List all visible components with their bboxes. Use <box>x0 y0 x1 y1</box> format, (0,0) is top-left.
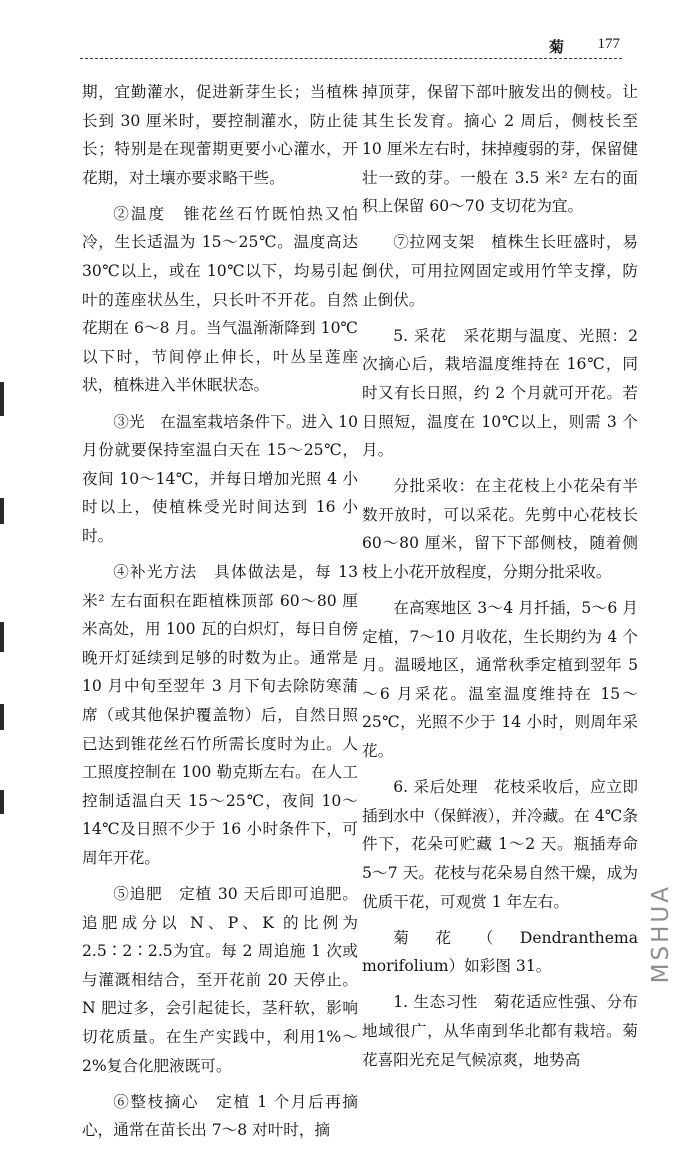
running-title: 菊 <box>548 38 564 56</box>
binding-gutter-mark <box>0 622 4 652</box>
paragraph: ⑤追肥 定植 30 天后即可追肥。追肥成分以 N、P、K 的比例为2.5∶2∶2.5为宜。每 2 周追施 1 次或与灌溉相结合，至开花前 20 天停止。N 肥过多，会引起徒长，茎秆软，影响切花质量。在生产实践中，利用1%～2%复合化肥液既可。 <box>82 885 358 1075</box>
paragraph: ⑦拉网支架 植株生长旺盛时，易倒伏，可用拉网固定或用竹竿支撑，防止倒伏。 <box>362 233 638 309</box>
paragraph: 分批采收：在主花枝上小花朵有半数开放时，可以采花。先剪中心花枝长 60～80 厘米，留下下部侧枝，随着侧枝上小花开放程度，分期分批采收。 <box>362 477 638 581</box>
paragraph: 在高寒地区 3～4 月扦插，5～6 月定植，7～10 月收花，生长期约为 4 个月。温暖地区，通常秋季定植到翌年 5～6 月采花。温室温度维持在 15～25℃，光照不少于 14 小时，则周年采花。 <box>362 599 638 761</box>
paragraph: 1. 生态习性 菊花适应性强、分布地域很广，从华南到华北都有栽培。菊花喜阳光充足气候凉爽，地势高 <box>362 993 638 1069</box>
paragraph: ③光 在温室栽培条件下。进入 10 月份就要保持室温白天在 15～25℃，夜间 10～14℃，并每日增加光照 4 小时以上，使植株受光时间达到 16 小时。 <box>82 412 358 545</box>
page-number: 177 <box>597 36 620 52</box>
running-header <box>80 36 622 60</box>
binding-gutter-mark <box>0 498 4 524</box>
binding-gutter-mark <box>0 790 4 814</box>
paragraph: 5. 采花 采花期与温度、光照：2 次摘心后，栽培温度维持在 16℃，同时又有长日照，约 2 个月就可开花。若日照短，温度在 10℃以上，则需 3 个月。 <box>362 326 638 460</box>
paragraph: 6. 采后处理 花枝采收后，应立即插到水中（保鲜液），并冷藏。在 4℃条件下，花朵可贮藏 1～2 天。瓶插寿命 5～7 天。花枝与花朵易自然干燥，成为优质干花，可观赏 1 年左右。 <box>362 778 638 911</box>
watermark: MSHUA <box>648 883 674 983</box>
right-column <box>362 78 638 1082</box>
paragraph: 菊花（Dendranthema morifolium）如彩图 31。 <box>362 928 638 976</box>
paragraph: 期，宜勤灌水，促进新芽生长；当植株长到 30 厘米时，要控制灌水，防止徒长；特别是在现蕾期更要小心灌水，开花期，对土壤亦要求略干些。 <box>82 83 358 187</box>
binding-gutter-mark <box>0 382 4 416</box>
paragraph: ⑥整枝摘心 定植 1 个月后再摘心，通常在苗长出 7～8 对叶时，摘 <box>82 1092 358 1140</box>
header-rule <box>80 58 622 59</box>
binding-gutter-mark <box>0 704 4 730</box>
paragraph: 掉顶芽，保留下部叶腋发出的侧枝。让其生长发育。摘心 2 周后，侧枝长至 10 厘米左右时，抹掉瘦弱的芽，保留健壮一致的芽。一般在 3.5 米² 左右的面积上保留 60～70 支切花为宜。 <box>362 83 638 216</box>
paragraph: ②温度 锥花丝石竹既怕热又怕冷，生长适温为 15～25℃。温度高达 30℃以上，或在 10℃以下，均易引起叶的莲座状丛生，只长叶不开花。自然花期在 6～8 月。当气温渐渐降到 10℃以下时，节间停止伸长，叶丛呈莲座状，植株进入半休眠状态。 <box>82 204 358 395</box>
paragraph: ④补光方法 具体做法是，每 13 米² 左右面积在距植株顶部 60～80 厘米高处，用 100 瓦的白炽灯，每日自傍晚开灯延续到足够的时数为止。通常是 10 月中旬至翌年 3 月下旬去除防寒蒲席（或其他保护覆盖物）后，自然日照已达到锥花丝石竹所需长度时为止。人工照度控制在 100 勒克斯左右。在人工控制适温白天 15～25℃，夜间 10～14℃及日照不少于 16 小时条件下，可周年开花。 <box>82 563 358 867</box>
left-column <box>82 78 358 1152</box>
